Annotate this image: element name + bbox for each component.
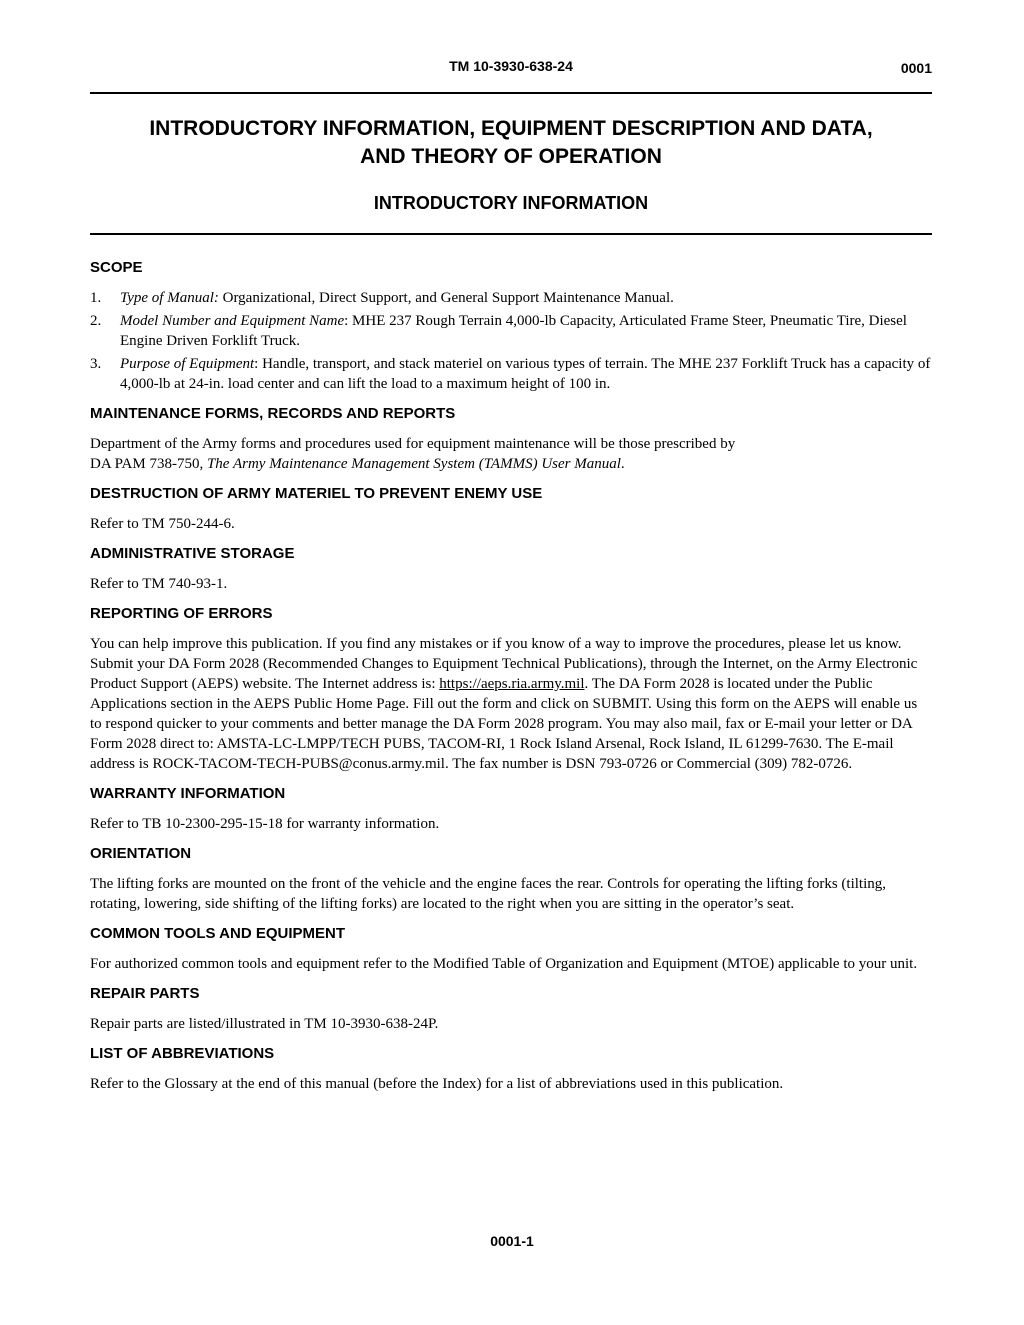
reporting-errors-text-b: . The DA Form 2028 is located under the Public Applications section in the AEPS Public Home Page. Fill out the form and click on SUBMIT. Using this form on the AEPS will enable us to respond quicker to your comments and better manage the DA Form 2028 program. You may also mail, fax or E-mail your letter or DA Form 2028 direct to: AMSTA-LC-LMPP/TECH PUBS, TACOM-RI, 1 Rock Island Arsenal, Rock Island, IL 61299-7630. The E-mail address is ROCK-TACOM-TECH-PUBS@conus.army.mil. The fax number is DSN 793-0726 or Commercial (309) 782-0726. [90, 676, 918, 772]
tamms-manual-title: The Army Maintenance Management System (TAMMS) User Manual [206, 456, 621, 472]
reporting-errors-text-a: You can help improve this publication. If you find any mistakes or if you know of a way to improve the procedures, please let us know. Submit your DA Form 2028 (Recommended Changes to Equipment Technical Publications), through the Internet, on the Army Electronic Product Support (AEPS) website. The Internet address is: [90, 636, 918, 692]
header-rule [90, 92, 932, 94]
work-package-number: 0001 [900, 60, 932, 76]
list-text: : Handle, transport, and stack materiel on various types of terrain. The MHE 237 Forklift Truck has a capacity of 4,000-lb at 24-in. load center and can lift the load to a maximum height of 100 in. [120, 356, 931, 392]
scope-heading: SCOPE [90, 259, 143, 276]
destruction-text: Refer to TM 750-244-6. [90, 516, 235, 532]
repair-parts-heading: REPAIR PARTS [90, 985, 200, 1002]
list-item [90, 288, 932, 308]
list-number: 1. [90, 290, 102, 306]
title-line-2: AND THEORY OF OPERATION [360, 145, 662, 168]
repair-parts-text: Repair parts are listed/illustrated in TM 10-3930-638-24P. [90, 1016, 439, 1032]
warranty-heading: WARRANTY INFORMATION [90, 785, 286, 802]
page-title [90, 115, 932, 171]
orientation-text: The lifting forks are mounted on the front of the vehicle and the engine faces the rear. Controls for operating the lifting forks (tilting, rotating, lowering, side shifting of the lifting forks) are located to the right when you are sitting in the operator’s seat. [90, 876, 887, 912]
page-number: 0001-1 [490, 1233, 534, 1249]
list-label: Purpose of Equipment [120, 356, 255, 372]
admin-storage-heading: ADMINISTRATIVE STORAGE [90, 545, 295, 562]
title-line-1: INTRODUCTORY INFORMATION, EQUIPMENT DESCRIPTION AND DATA, [149, 117, 873, 140]
abbreviations-heading: LIST OF ABBREVIATIONS [90, 1045, 275, 1062]
common-tools-heading: COMMON TOOLS AND EQUIPMENT [90, 925, 345, 942]
reporting-errors-text [90, 634, 932, 774]
abbreviations-text: Refer to the Glossary at the end of this manual (before the Index) for a list of abbreviations used in this publication. [90, 1076, 784, 1092]
list-label: Type of Manual: [120, 290, 219, 306]
maintenance-forms-line-2: DA PAM 738-750, [90, 456, 207, 472]
aeps-link[interactable]: https://aeps.ria.army.mil [439, 676, 585, 692]
list-item [90, 311, 932, 351]
maintenance-forms-line-1: Department of the Army forms and procedures used for equipment maintenance will be those prescribed by [90, 436, 736, 452]
list-item [90, 354, 932, 394]
admin-storage-text: Refer to TM 740-93-1. [90, 576, 228, 592]
list-text: : MHE 237 Rough Terrain 4,000-lb Capacity, Articulated Frame Steer, Pneumatic Tire, Diesel Engine Driven Forklift Truck. [120, 313, 907, 349]
orientation-heading: ORIENTATION [90, 845, 192, 862]
destruction-heading: DESTRUCTION OF ARMY MATERIEL TO PREVENT ENEMY USE [90, 485, 543, 502]
maintenance-forms-heading: MAINTENANCE FORMS, RECORDS AND REPORTS [90, 405, 456, 422]
list-label: Model Number and Equipment Name [120, 313, 345, 329]
list-number: 2. [90, 313, 102, 329]
maintenance-forms-text [90, 434, 932, 474]
reporting-errors-heading: REPORTING OF ERRORS [90, 605, 273, 622]
page-subtitle: INTRODUCTORY INFORMATION [373, 193, 649, 213]
list-number: 3. [90, 356, 102, 372]
document-body [90, 258, 932, 1094]
period: . [620, 456, 625, 472]
title-rule [90, 233, 932, 235]
tm-number: TM 10-3930-638-24 [449, 58, 573, 74]
common-tools-text: For authorized common tools and equipment refer to the Modified Table of Organization and Equipment (MTOE) applicable to your unit. [90, 956, 918, 972]
list-text: Organizational, Direct Support, and General Support Maintenance Manual. [218, 290, 674, 306]
warranty-text: Refer to TB 10-2300-295-15-18 for warranty information. [90, 816, 440, 832]
